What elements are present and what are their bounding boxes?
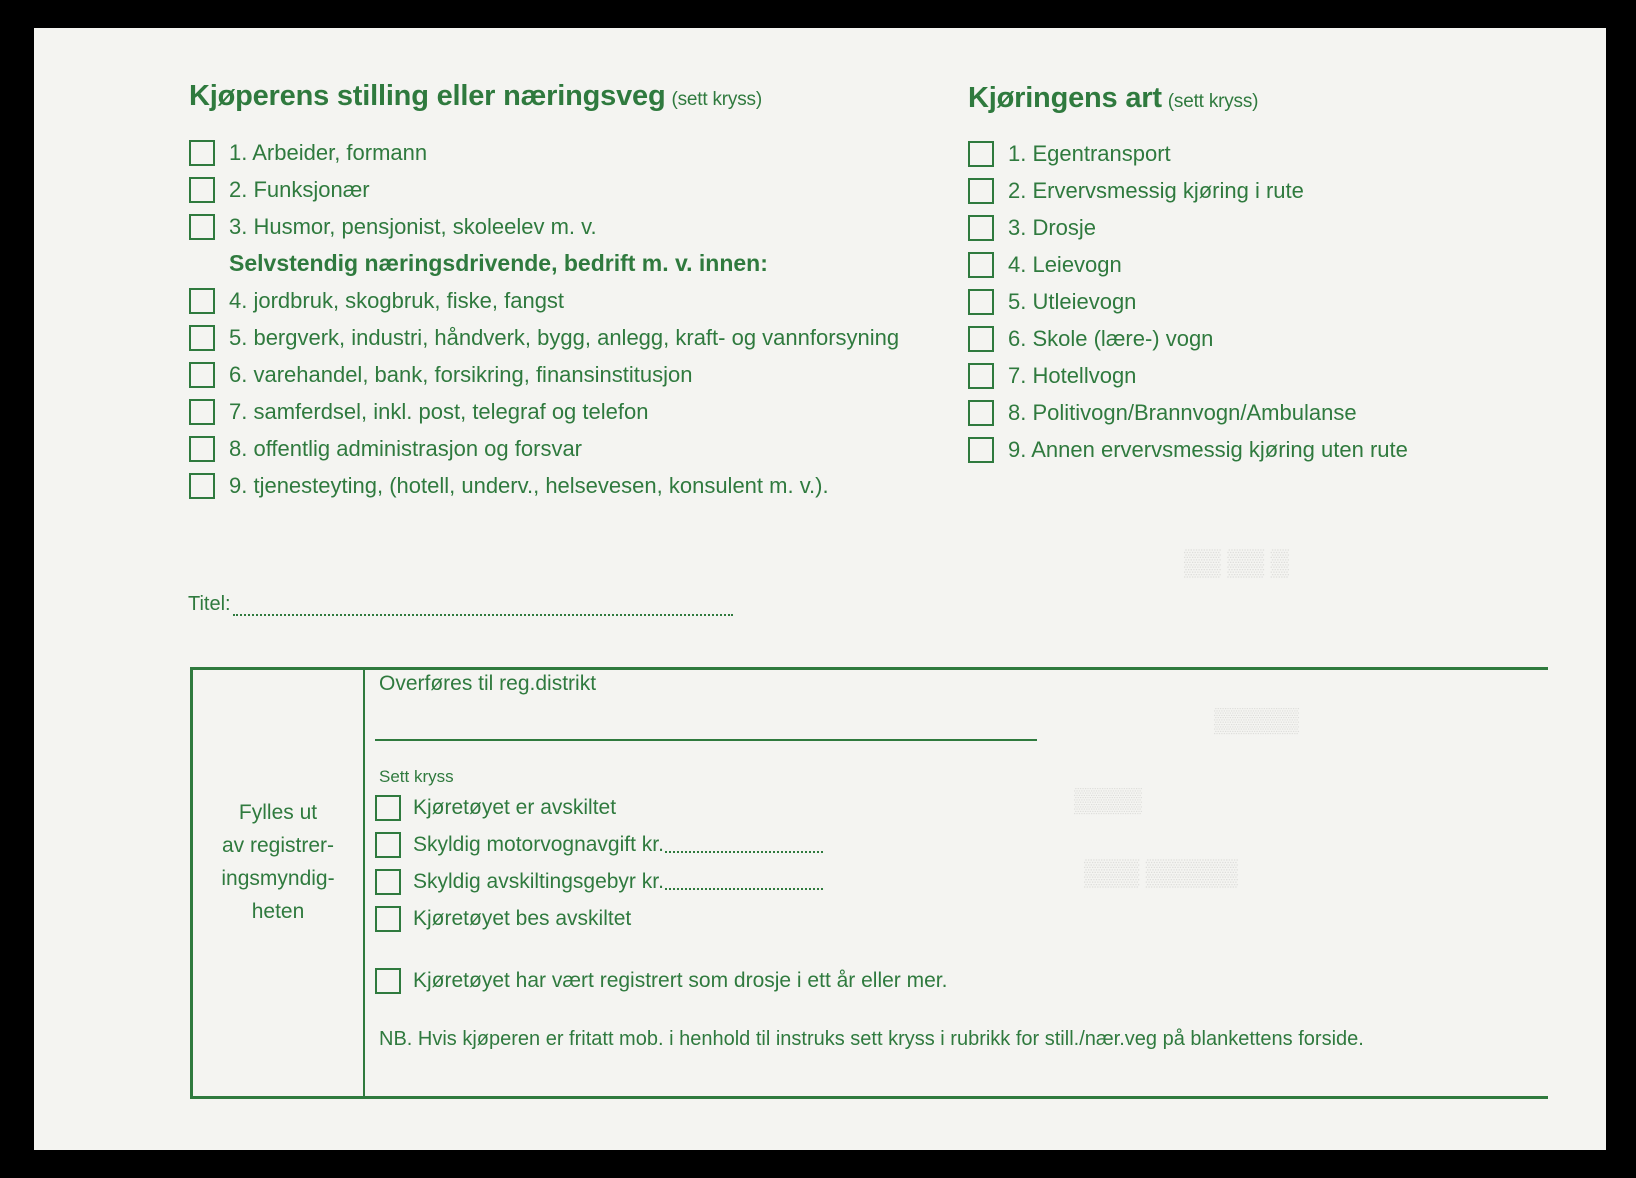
buyer-option-8[interactable] — [189, 436, 582, 462]
driving-option-9[interactable] — [968, 437, 1408, 463]
option-label: 9. tjenesteyting, (hotell, underv., helsevesen, konsulent m. v.). — [229, 473, 829, 498]
option-label: 1. Egentransport — [1008, 141, 1171, 166]
show-through-marks-2: ▒▒▒▒▒ — [1214, 708, 1300, 734]
checkbox[interactable] — [968, 141, 994, 167]
buyer-option-5[interactable] — [189, 325, 899, 351]
checkbox[interactable] — [189, 325, 215, 351]
option-label: 6. Skole (lære-) vogn — [1008, 326, 1214, 351]
option-label: 1. Arbeider, formann — [229, 140, 428, 165]
option-label: 4. jordbruk, skogbruk, fiske, fangst — [229, 288, 565, 313]
checkbox[interactable] — [189, 288, 215, 314]
buyer-option-7[interactable] — [189, 399, 648, 425]
driving-option-4[interactable] — [968, 252, 1122, 278]
option-label: 2. Funksjonær — [229, 177, 370, 202]
option-label: 2. Ervervsmessig kjøring i rute — [1008, 178, 1304, 203]
side-label-line: av registrer- — [221, 834, 335, 857]
option-label: Skyldig motorvognavgift kr. — [413, 833, 664, 856]
transfer-input-line[interactable] — [375, 739, 1037, 741]
checkbox[interactable] — [968, 326, 994, 352]
show-through-marks-4: ▒▒▒ ▒▒▒▒▒ — [1084, 858, 1238, 887]
nb-note: NB. Hvis kjøperen er fritatt mob. i henhold til instruks sett kryss i rubrikk for still./nær.veg på blankettens forside. — [379, 1028, 1364, 1050]
buyer-heading-hint: (sett kryss) — [671, 89, 762, 110]
side-label-line: Fylles ut — [238, 801, 318, 824]
registry-option-plate-fee[interactable] — [375, 869, 823, 895]
buyer-option-4[interactable] — [189, 288, 564, 314]
registry-option-request-deregister[interactable] — [375, 906, 631, 932]
registry-divider — [363, 670, 365, 1096]
option-label: 6. varehandel, bank, forsikring, finansinstitusjon — [229, 362, 693, 387]
option-label: 3. Husmor, pensjonist, skoleelev m. v. — [229, 214, 597, 239]
titel-field[interactable] — [188, 593, 733, 616]
driving-option-8[interactable] — [968, 400, 1357, 426]
driving-option-2[interactable] — [968, 178, 1304, 204]
amount-dotted-line[interactable] — [665, 874, 823, 890]
option-label: Kjøretøyet er avskiltet — [413, 796, 617, 819]
form-page — [34, 28, 1606, 1150]
checkbox[interactable] — [189, 214, 215, 240]
buyer-option-3[interactable] — [189, 214, 597, 240]
checkbox[interactable] — [375, 795, 401, 821]
option-label: 5. Utleievogn — [1008, 289, 1137, 314]
amount-dotted-line[interactable] — [665, 837, 823, 853]
buyer-option-6[interactable] — [189, 362, 692, 388]
buyer-option-9[interactable] — [189, 473, 829, 499]
registry-option-taxi[interactable] — [375, 968, 947, 994]
driving-option-1[interactable] — [968, 141, 1171, 167]
buyer-option-2[interactable] — [189, 177, 370, 203]
option-label: 9. Annen ervervsmessig kjøring uten rute — [1008, 437, 1408, 462]
driving-heading-text: Kjøringens art — [968, 82, 1162, 114]
sett-kryss-label: Sett kryss — [379, 767, 454, 786]
checkbox[interactable] — [375, 832, 401, 858]
checkbox[interactable] — [189, 436, 215, 462]
checkbox[interactable] — [968, 437, 994, 463]
option-label: 5. bergverk, industri, håndverk, bygg, anlegg, kraft- og vannforsyning — [229, 325, 900, 350]
checkbox[interactable] — [968, 178, 994, 204]
checkbox[interactable] — [968, 289, 994, 315]
registry-option-motor-fee[interactable] — [375, 832, 823, 858]
option-label: Kjøretøyet bes avskiltet — [413, 907, 632, 930]
option-label: Skyldig avskiltingsgebyr kr. — [413, 870, 664, 893]
registry-side-label — [193, 796, 363, 928]
driving-option-7[interactable] — [968, 363, 1136, 389]
checkbox[interactable] — [375, 968, 401, 994]
checkbox[interactable] — [189, 473, 215, 499]
checkbox[interactable] — [375, 869, 401, 895]
transfer-label: Overføres til reg.distrikt — [379, 672, 597, 695]
option-label: 7. Hotellvogn — [1008, 363, 1137, 388]
buyer-option-1[interactable] — [189, 140, 427, 166]
checkbox[interactable] — [189, 140, 215, 166]
titel-label: Titel: — [188, 593, 231, 615]
checkbox[interactable] — [189, 177, 215, 203]
registry-option-deregistered[interactable] — [375, 795, 616, 821]
buyer-heading-text: Kjøperens stilling eller næringsveg — [189, 80, 666, 112]
checkbox[interactable] — [968, 363, 994, 389]
driving-option-5[interactable] — [968, 289, 1136, 315]
driving-option-6[interactable] — [968, 326, 1213, 352]
checkbox[interactable] — [189, 362, 215, 388]
option-label: 8. offentlig administrasjon og forsvar — [229, 436, 582, 461]
option-label: 4. Leievogn — [1008, 252, 1122, 277]
buyer-section-heading — [189, 80, 762, 113]
self-employed-subheading: Selvstendig næringsdrivende, bedrift m. v. innen: — [229, 250, 768, 276]
driving-option-3[interactable] — [968, 215, 1096, 241]
option-label: 8. Politivogn/Brannvogn/Ambulanse — [1008, 400, 1357, 425]
checkbox[interactable] — [375, 906, 401, 932]
side-label-line: heten — [251, 900, 305, 923]
option-label: 3. Drosje — [1008, 215, 1097, 240]
show-through-marks: ▒▒ ▒▒ ▒ — [1184, 548, 1290, 577]
side-label-line: ingsmyndig- — [221, 867, 335, 890]
driving-heading-hint: (sett kryss) — [1167, 91, 1259, 112]
option-label: Kjøretøyet har vært registrert som drosje i ett år eller mer. — [413, 969, 948, 992]
titel-dotted-line[interactable] — [233, 598, 733, 616]
registry-box — [190, 667, 1548, 1099]
checkbox[interactable] — [968, 252, 994, 278]
show-through-marks-3: ▒▒▒▒ — [1074, 788, 1143, 814]
option-label: 7. samferdsel, inkl. post, telegraf og telefon — [229, 399, 649, 424]
checkbox[interactable] — [968, 215, 994, 241]
checkbox[interactable] — [189, 399, 215, 425]
driving-section-heading — [968, 82, 1258, 115]
checkbox[interactable] — [968, 400, 994, 426]
